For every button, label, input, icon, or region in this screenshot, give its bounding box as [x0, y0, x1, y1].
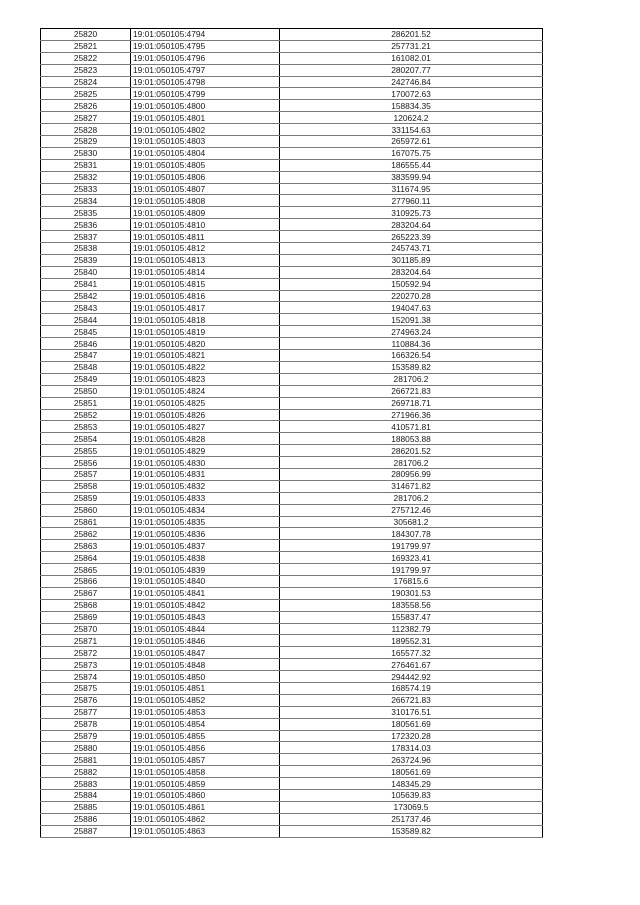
table-row — [41, 76, 543, 88]
cadastral-number-cell: 19:01:050105:4821 — [131, 350, 280, 362]
table-row — [41, 540, 543, 552]
cadastral-number-cell: 19:01:050105:4835 — [131, 516, 280, 528]
row-number-cell: 25834 — [41, 195, 131, 207]
cadastral-value-cell: 178314.03 — [280, 742, 543, 754]
cadastral-value-cell: 155837.47 — [280, 611, 543, 623]
cadastral-number-cell: 19:01:050105:4828 — [131, 433, 280, 445]
row-number-cell: 25883 — [41, 778, 131, 790]
row-number-cell: 25866 — [41, 575, 131, 587]
table-row — [41, 373, 543, 385]
cadastral-number-cell: 19:01:050105:4800 — [131, 100, 280, 112]
row-number-cell: 25885 — [41, 801, 131, 813]
cadastral-value-cell: 220270.28 — [280, 290, 543, 302]
row-number-cell: 25859 — [41, 492, 131, 504]
row-number-cell: 25853 — [41, 421, 131, 433]
cadastral-value-cell: 180561.69 — [280, 718, 543, 730]
row-number-cell: 25871 — [41, 635, 131, 647]
table-row — [41, 219, 543, 231]
cadastral-number-cell: 19:01:050105:4809 — [131, 207, 280, 219]
cadastral-value-cell: 305681.2 — [280, 516, 543, 528]
cadastral-number-cell: 19:01:050105:4804 — [131, 147, 280, 159]
table-row — [41, 29, 543, 41]
cadastral-number-cell: 19:01:050105:4829 — [131, 445, 280, 457]
cadastral-value-cell: 173069.5 — [280, 801, 543, 813]
cadastral-value-cell: 245743.71 — [280, 243, 543, 255]
cadastral-value-cell: 170072.63 — [280, 88, 543, 100]
row-number-cell: 25826 — [41, 100, 131, 112]
table-row — [41, 742, 543, 754]
cadastral-number-cell: 19:01:050105:4848 — [131, 659, 280, 671]
cadastral-number-cell: 19:01:050105:4801 — [131, 112, 280, 124]
cadastral-value-cell: 191799.97 — [280, 540, 543, 552]
cadastral-value-cell: 410571.81 — [280, 421, 543, 433]
cadastral-number-cell: 19:01:050105:4811 — [131, 231, 280, 243]
cadastral-value-cell: 165577.32 — [280, 647, 543, 659]
row-number-cell: 25867 — [41, 587, 131, 599]
cadastral-value-cell: 331154.63 — [280, 124, 543, 136]
table-row — [41, 587, 543, 599]
table-row — [41, 136, 543, 148]
table-row — [41, 457, 543, 469]
cadastral-number-cell: 19:01:050105:4856 — [131, 742, 280, 754]
cadastral-number-cell: 19:01:050105:4806 — [131, 171, 280, 183]
table-row — [41, 124, 543, 136]
cadastral-number-cell: 19:01:050105:4798 — [131, 76, 280, 88]
cadastral-value-cell: 161082.01 — [280, 52, 543, 64]
cadastral-number-cell: 19:01:050105:4838 — [131, 552, 280, 564]
cadastral-value-cell: 275712.46 — [280, 504, 543, 516]
cadastral-number-cell: 19:01:050105:4817 — [131, 302, 280, 314]
cadastral-value-cell: 242746.84 — [280, 76, 543, 88]
table-row — [41, 52, 543, 64]
cadastral-number-cell: 19:01:050105:4852 — [131, 694, 280, 706]
cadastral-value-cell: 311674.95 — [280, 183, 543, 195]
cadastral-number-cell: 19:01:050105:4822 — [131, 361, 280, 373]
cadastral-number-cell: 19:01:050105:4859 — [131, 778, 280, 790]
row-number-cell: 25842 — [41, 290, 131, 302]
cadastral-value-cell: 105639.83 — [280, 790, 543, 802]
cadastral-value-cell: 265972.61 — [280, 136, 543, 148]
cadastral-number-cell: 19:01:050105:4816 — [131, 290, 280, 302]
row-number-cell: 25856 — [41, 457, 131, 469]
cadastral-number-cell: 19:01:050105:4832 — [131, 480, 280, 492]
cadastral-value-cell: 172320.28 — [280, 730, 543, 742]
cadastral-value-cell: 301185.89 — [280, 254, 543, 266]
table-row — [41, 611, 543, 623]
cadastral-number-cell: 19:01:050105:4819 — [131, 326, 280, 338]
row-number-cell: 25879 — [41, 730, 131, 742]
cadastral-value-cell: 180561.69 — [280, 766, 543, 778]
row-number-cell: 25840 — [41, 266, 131, 278]
row-number-cell: 25881 — [41, 754, 131, 766]
row-number-cell: 25852 — [41, 409, 131, 421]
table-row — [41, 243, 543, 255]
table-row — [41, 754, 543, 766]
table-row — [41, 195, 543, 207]
cadastral-value-cell: 286201.52 — [280, 29, 543, 41]
cadastral-number-cell: 19:01:050105:4820 — [131, 338, 280, 350]
table-row — [41, 302, 543, 314]
cadastral-value-cell: 274963.24 — [280, 326, 543, 338]
cadastral-value-cell: 280207.77 — [280, 64, 543, 76]
cadastral-value-cell: 189552.31 — [280, 635, 543, 647]
cadastral-number-cell: 19:01:050105:4824 — [131, 385, 280, 397]
table-row — [41, 671, 543, 683]
table-row — [41, 183, 543, 195]
row-number-cell: 25878 — [41, 718, 131, 730]
table-row — [41, 159, 543, 171]
cadastral-value-cell: 251737.46 — [280, 813, 543, 825]
table-row — [41, 492, 543, 504]
row-number-cell: 25827 — [41, 112, 131, 124]
table-row — [41, 278, 543, 290]
cadastral-number-cell: 19:01:050105:4842 — [131, 599, 280, 611]
row-number-cell: 25873 — [41, 659, 131, 671]
cadastral-number-cell: 19:01:050105:4840 — [131, 575, 280, 587]
table-row — [41, 468, 543, 480]
row-number-cell: 25846 — [41, 338, 131, 350]
table-row — [41, 421, 543, 433]
cadastral-value-cell: 176815.6 — [280, 575, 543, 587]
row-number-cell: 25869 — [41, 611, 131, 623]
cadastral-value-cell: 152091.38 — [280, 314, 543, 326]
row-number-cell: 25824 — [41, 76, 131, 88]
row-number-cell: 25828 — [41, 124, 131, 136]
table-row — [41, 326, 543, 338]
cadastral-number-cell: 19:01:050105:4805 — [131, 159, 280, 171]
row-number-cell: 25843 — [41, 302, 131, 314]
cadastral-number-cell: 19:01:050105:4826 — [131, 409, 280, 421]
cadastral-value-cell: 269718.71 — [280, 397, 543, 409]
cadastral-value-cell: 183558.56 — [280, 599, 543, 611]
table-row — [41, 599, 543, 611]
cadastral-number-cell: 19:01:050105:4799 — [131, 88, 280, 100]
cadastral-number-cell: 19:01:050105:4808 — [131, 195, 280, 207]
cadastral-number-cell: 19:01:050105:4813 — [131, 254, 280, 266]
cadastral-value-cell: 265223.39 — [280, 231, 543, 243]
cadastral-value-cell: 314671.82 — [280, 480, 543, 492]
cadastral-value-cell: 257731.21 — [280, 40, 543, 52]
row-number-cell: 25838 — [41, 243, 131, 255]
table-row — [41, 445, 543, 457]
table-row — [41, 778, 543, 790]
row-number-cell: 25875 — [41, 682, 131, 694]
cadastral-value-cell: 263724.96 — [280, 754, 543, 766]
cadastral-number-cell: 19:01:050105:4825 — [131, 397, 280, 409]
cadastral-value-cell: 166326.54 — [280, 350, 543, 362]
cadastral-value-cell: 184307.78 — [280, 528, 543, 540]
cadastral-value-cell: 283204.64 — [280, 219, 543, 231]
table-row — [41, 575, 543, 587]
table-row — [41, 290, 543, 302]
cadastral-value-cell: 310925.73 — [280, 207, 543, 219]
table-row — [41, 694, 543, 706]
cadastral-number-cell: 19:01:050105:4815 — [131, 278, 280, 290]
row-number-cell: 25870 — [41, 623, 131, 635]
cadastral-value-cell: 120624.2 — [280, 112, 543, 124]
cadastral-value-cell: 158834.35 — [280, 100, 543, 112]
table-row — [41, 385, 543, 397]
cadastral-number-cell: 19:01:050105:4843 — [131, 611, 280, 623]
row-number-cell: 25858 — [41, 480, 131, 492]
cadastral-value-cell: 286201.52 — [280, 445, 543, 457]
cadastral-value-cell: 186555.44 — [280, 159, 543, 171]
table-row — [41, 825, 543, 837]
cadastral-value-cell: 194047.63 — [280, 302, 543, 314]
row-number-cell: 25887 — [41, 825, 131, 837]
row-number-cell: 25825 — [41, 88, 131, 100]
row-number-cell: 25860 — [41, 504, 131, 516]
cadastral-value-cell: 266721.83 — [280, 385, 543, 397]
table-row — [41, 504, 543, 516]
cadastral-value-cell: 281706.2 — [280, 457, 543, 469]
row-number-cell: 25821 — [41, 40, 131, 52]
row-number-cell: 25882 — [41, 766, 131, 778]
row-number-cell: 25822 — [41, 52, 131, 64]
row-number-cell: 25820 — [41, 29, 131, 41]
table-row — [41, 361, 543, 373]
cadastral-value-cell: 271966.36 — [280, 409, 543, 421]
table-row — [41, 171, 543, 183]
row-number-cell: 25845 — [41, 326, 131, 338]
cadastral-number-cell: 19:01:050105:4858 — [131, 766, 280, 778]
cadastral-number-cell: 19:01:050105:4827 — [131, 421, 280, 433]
row-number-cell: 25839 — [41, 254, 131, 266]
cadastral-number-cell: 19:01:050105:4802 — [131, 124, 280, 136]
cadastral-number-cell: 19:01:050105:4853 — [131, 706, 280, 718]
document-page — [40, 28, 543, 838]
table-row — [41, 433, 543, 445]
cadastral-value-cell: 310176.51 — [280, 706, 543, 718]
table-row — [41, 659, 543, 671]
cadastral-value-cell: 190301.53 — [280, 587, 543, 599]
cadastral-value-cell: 383599.94 — [280, 171, 543, 183]
table-row — [41, 552, 543, 564]
row-number-cell: 25831 — [41, 159, 131, 171]
row-number-cell: 25862 — [41, 528, 131, 540]
row-number-cell: 25876 — [41, 694, 131, 706]
cadastral-number-cell: 19:01:050105:4841 — [131, 587, 280, 599]
cadastral-number-cell: 19:01:050105:4857 — [131, 754, 280, 766]
cadastral-number-cell: 19:01:050105:4839 — [131, 564, 280, 576]
cadastral-value-cell: 148345.29 — [280, 778, 543, 790]
row-number-cell: 25884 — [41, 790, 131, 802]
table-row — [41, 397, 543, 409]
cadastral-number-cell: 19:01:050105:4830 — [131, 457, 280, 469]
cadastral-number-cell: 19:01:050105:4803 — [131, 136, 280, 148]
table-row — [41, 516, 543, 528]
row-number-cell: 25849 — [41, 373, 131, 385]
row-number-cell: 25848 — [41, 361, 131, 373]
cadastral-number-cell: 19:01:050105:4812 — [131, 243, 280, 255]
cadastral-number-cell: 19:01:050105:4860 — [131, 790, 280, 802]
row-number-cell: 25837 — [41, 231, 131, 243]
table-row — [41, 409, 543, 421]
table-row — [41, 88, 543, 100]
row-number-cell: 25855 — [41, 445, 131, 457]
cadastral-value-cell: 266721.83 — [280, 694, 543, 706]
cadastral-value-cell: 153589.82 — [280, 361, 543, 373]
cadastral-number-cell: 19:01:050105:4861 — [131, 801, 280, 813]
row-number-cell: 25830 — [41, 147, 131, 159]
table-row — [41, 40, 543, 52]
cadastral-value-cell: 112382.79 — [280, 623, 543, 635]
row-number-cell: 25861 — [41, 516, 131, 528]
cadastral-value-cell: 110884.36 — [280, 338, 543, 350]
table-row — [41, 338, 543, 350]
row-number-cell: 25850 — [41, 385, 131, 397]
table-body — [41, 29, 543, 838]
table-row — [41, 314, 543, 326]
table-row — [41, 480, 543, 492]
table-row — [41, 766, 543, 778]
table-row — [41, 718, 543, 730]
table-row — [41, 813, 543, 825]
cadastral-number-cell: 19:01:050105:4807 — [131, 183, 280, 195]
table-row — [41, 623, 543, 635]
row-number-cell: 25851 — [41, 397, 131, 409]
cadastral-number-cell: 19:01:050105:4794 — [131, 29, 280, 41]
table-row — [41, 207, 543, 219]
row-number-cell: 25865 — [41, 564, 131, 576]
cadastral-number-cell: 19:01:050105:4834 — [131, 504, 280, 516]
cadastral-number-cell: 19:01:050105:4854 — [131, 718, 280, 730]
row-number-cell: 25877 — [41, 706, 131, 718]
row-number-cell: 25886 — [41, 813, 131, 825]
row-number-cell: 25854 — [41, 433, 131, 445]
table-row — [41, 790, 543, 802]
cadastral-number-cell: 19:01:050105:4847 — [131, 647, 280, 659]
row-number-cell: 25823 — [41, 64, 131, 76]
cadastral-number-cell: 19:01:050105:4836 — [131, 528, 280, 540]
cadastral-value-cell: 281706.2 — [280, 373, 543, 385]
row-number-cell: 25874 — [41, 671, 131, 683]
row-number-cell: 25829 — [41, 136, 131, 148]
table-row — [41, 254, 543, 266]
cadastral-number-cell: 19:01:050105:4855 — [131, 730, 280, 742]
table-row — [41, 100, 543, 112]
table-row — [41, 350, 543, 362]
cadastral-value-table — [40, 28, 543, 838]
row-number-cell: 25832 — [41, 171, 131, 183]
cadastral-number-cell: 19:01:050105:4797 — [131, 64, 280, 76]
cadastral-number-cell: 19:01:050105:4814 — [131, 266, 280, 278]
row-number-cell: 25868 — [41, 599, 131, 611]
row-number-cell: 25863 — [41, 540, 131, 552]
table-row — [41, 112, 543, 124]
cadastral-number-cell: 19:01:050105:4795 — [131, 40, 280, 52]
row-number-cell: 25833 — [41, 183, 131, 195]
table-row — [41, 801, 543, 813]
table-row — [41, 64, 543, 76]
cadastral-value-cell: 153589.82 — [280, 825, 543, 837]
cadastral-value-cell: 277960.11 — [280, 195, 543, 207]
table-row — [41, 730, 543, 742]
table-row — [41, 682, 543, 694]
cadastral-value-cell: 188053.88 — [280, 433, 543, 445]
cadastral-number-cell: 19:01:050105:4837 — [131, 540, 280, 552]
row-number-cell: 25864 — [41, 552, 131, 564]
cadastral-number-cell: 19:01:050105:4851 — [131, 682, 280, 694]
cadastral-number-cell: 19:01:050105:4846 — [131, 635, 280, 647]
table-row — [41, 706, 543, 718]
row-number-cell: 25872 — [41, 647, 131, 659]
row-number-cell: 25857 — [41, 468, 131, 480]
cadastral-value-cell: 280956.99 — [280, 468, 543, 480]
row-number-cell: 25844 — [41, 314, 131, 326]
row-number-cell: 25847 — [41, 350, 131, 362]
cadastral-number-cell: 19:01:050105:4850 — [131, 671, 280, 683]
row-number-cell: 25880 — [41, 742, 131, 754]
table-row — [41, 528, 543, 540]
cadastral-value-cell: 283204.64 — [280, 266, 543, 278]
cadastral-value-cell: 168574.19 — [280, 682, 543, 694]
cadastral-number-cell: 19:01:050105:4833 — [131, 492, 280, 504]
row-number-cell: 25836 — [41, 219, 131, 231]
cadastral-number-cell: 19:01:050105:4831 — [131, 468, 280, 480]
table-row — [41, 635, 543, 647]
cadastral-number-cell: 19:01:050105:4796 — [131, 52, 280, 64]
table-row — [41, 564, 543, 576]
cadastral-value-cell: 294442.92 — [280, 671, 543, 683]
cadastral-number-cell: 19:01:050105:4844 — [131, 623, 280, 635]
row-number-cell: 25835 — [41, 207, 131, 219]
cadastral-number-cell: 19:01:050105:4863 — [131, 825, 280, 837]
cadastral-number-cell: 19:01:050105:4823 — [131, 373, 280, 385]
table-row — [41, 231, 543, 243]
table-row — [41, 266, 543, 278]
cadastral-number-cell: 19:01:050105:4862 — [131, 813, 280, 825]
cadastral-value-cell: 191799.97 — [280, 564, 543, 576]
cadastral-value-cell: 150592.94 — [280, 278, 543, 290]
cadastral-number-cell: 19:01:050105:4810 — [131, 219, 280, 231]
row-number-cell: 25841 — [41, 278, 131, 290]
cadastral-value-cell: 169323.41 — [280, 552, 543, 564]
cadastral-number-cell: 19:01:050105:4818 — [131, 314, 280, 326]
cadastral-value-cell: 281706.2 — [280, 492, 543, 504]
table-row — [41, 647, 543, 659]
table-row — [41, 147, 543, 159]
cadastral-value-cell: 276461.67 — [280, 659, 543, 671]
cadastral-value-cell: 167075.75 — [280, 147, 543, 159]
